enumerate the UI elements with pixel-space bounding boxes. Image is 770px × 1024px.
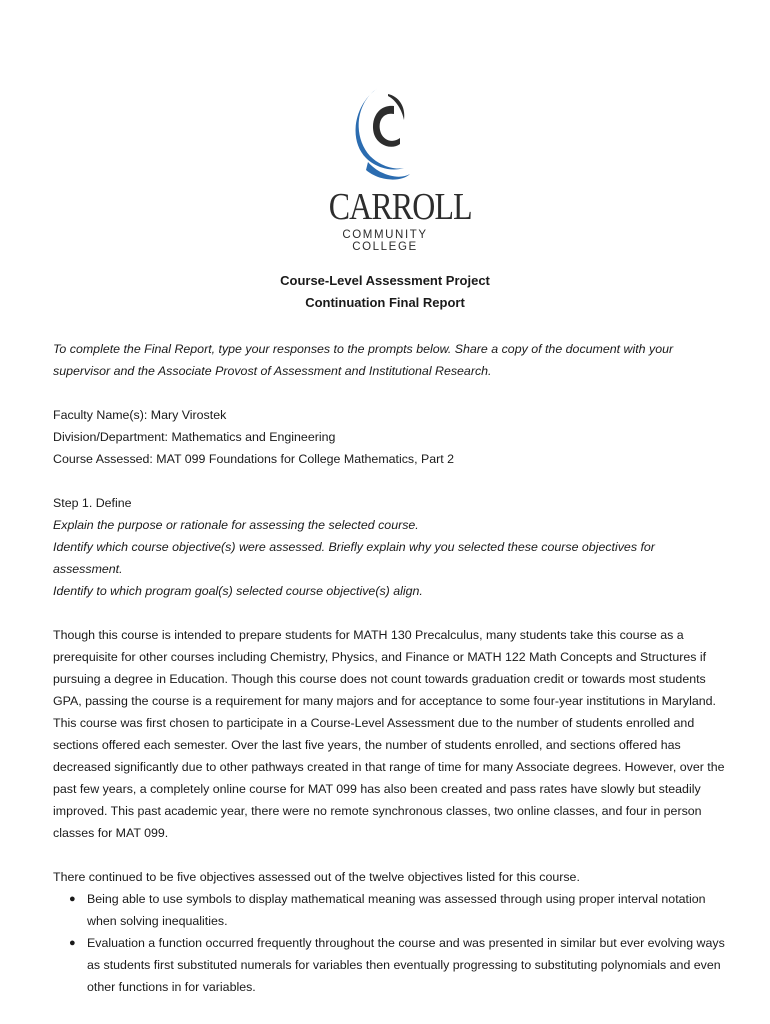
college-logo	[318, 84, 472, 253]
report-title	[0, 270, 770, 314]
title-line-2: Continuation Final Report	[305, 295, 465, 310]
division-department: Division/Department: Mathematics and Engineering	[53, 430, 336, 444]
list-item	[53, 932, 725, 998]
instructions-text: To complete the Final Report, type your responses to the prompts below. Share a copy of the document with your supervisor and the Associate Provost of Assessment and Institutional Research.	[53, 342, 674, 378]
faculty-name: Faculty Name(s): Mary Virostek	[53, 408, 227, 422]
title-line-1: Course-Level Assessment Project	[280, 273, 490, 288]
step1-heading: Step 1. Define	[53, 496, 132, 510]
report-content	[53, 338, 725, 998]
objective-text: Evaluation a function occurred frequently throughout the course and was presented in similar but ever evolving ways as students first substituted numerals for variables then eventually progressing to substituting polynomials and even other functions in for variables.	[87, 936, 725, 994]
objective-text: Being able to use symbols to display mathematical meaning was assessed through using proper interval notation when solving inequalities.	[87, 892, 706, 928]
step1-prompt-program-goals: Identify to which program goal(s) selected course objective(s) align.	[53, 584, 423, 598]
objectives-intro: There continued to be five objectives assessed out of the twelve objectives listed for this course.	[53, 870, 580, 884]
step1-prompt-purpose: Explain the purpose or rationale for assessing the selected course.	[53, 518, 419, 532]
logo-wordmark: CARROLL	[328, 186, 472, 228]
list-item	[53, 888, 725, 932]
bullet-icon: ●	[69, 893, 76, 905]
logo-subtitle: COMMUNITY COLLEGE	[342, 229, 428, 253]
bullet-icon: ●	[69, 937, 76, 949]
logo-c-emblem-icon	[318, 84, 452, 184]
rationale-paragraph: Though this course is intended to prepare students for MATH 130 Precalculus, many students take this course as a prerequisite for other courses including Chemistry, Physics, and Finance or MATH 122 Math Concepts and Structures if pursuing a degree in Education. Though this course does not count towards graduation credit or towards most students GPA, passing the course is a requirement for many majors and for acceptance to some four-year institutions in Maryland. This course was first chosen to participate in a Course-Level Assessment due to the number of students enrolled and sections offered each semester. Over the last five years, the number of students enrolled, and sections offered has decreased significantly due to other pathways created in that range of time for many Associate degrees. However, over the past few years, a completely online course for MAT 099 has also been created and pass rates have slowly but steadily improved. This past academic year, there were no remote synchronous classes, two online classes, and four in person classes for MAT 099.	[53, 628, 725, 840]
course-assessed: Course Assessed: MAT 099 Foundations for College Mathematics, Part 2	[53, 452, 455, 466]
step1-prompt-objectives: Identify which course objective(s) were assessed. Briefly explain why you selected these course objectives for assessment.	[53, 540, 655, 576]
objectives-list	[53, 888, 725, 998]
